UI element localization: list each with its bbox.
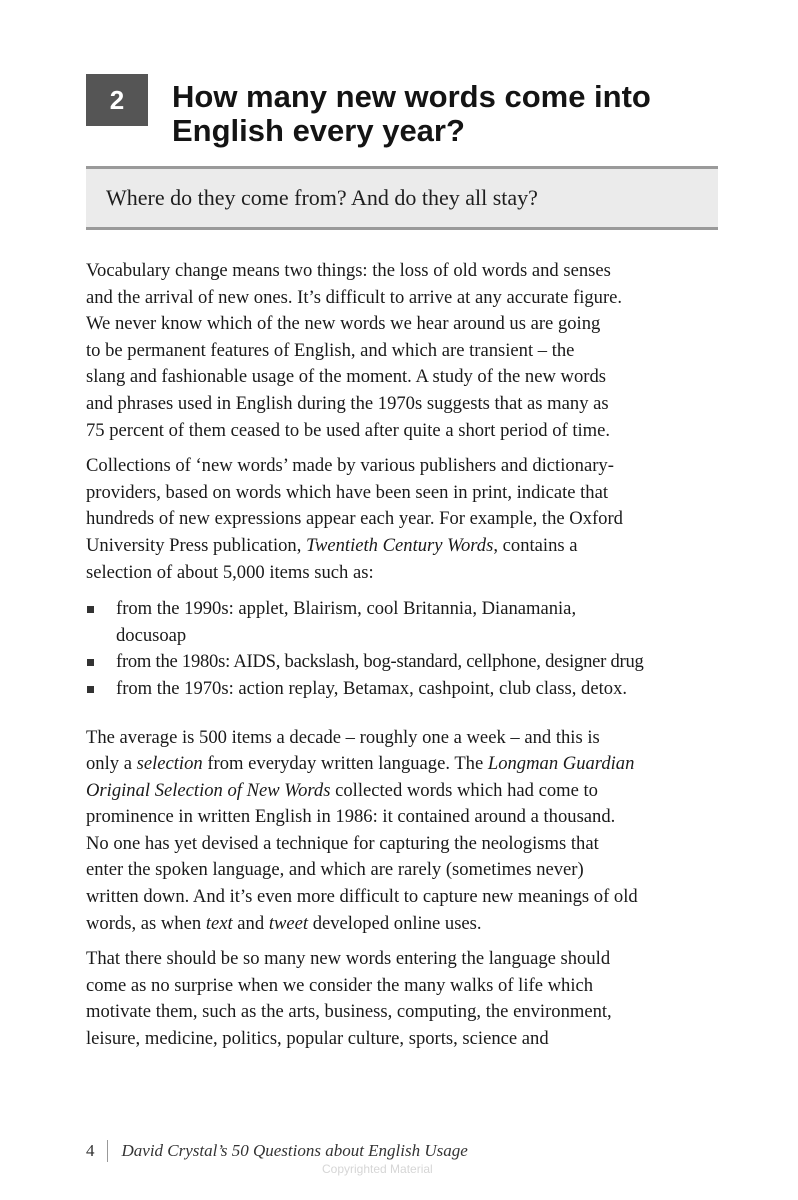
- text-line: leisure, medicine, politics, popular culture, sports, science and: [86, 1028, 549, 1050]
- list-item-text: from the 1990s: applet, Blairism, cool Britannia, Dianamania,: [116, 598, 577, 620]
- running-book-title: David Crystal’s 50 Questions about English Usage: [121, 1141, 468, 1160]
- footer-divider: [107, 1140, 108, 1162]
- chapter-title-line: English every year?: [172, 113, 465, 148]
- text-line: only a: [86, 753, 137, 775]
- text-line: That there should be so many new words entering the language should: [86, 948, 611, 970]
- paragraph: [86, 453, 726, 586]
- text-line: and the arrival of new ones. It’s difficult to arrive at any accurate figure.: [86, 286, 623, 308]
- text-line: University Press publication,: [86, 534, 307, 556]
- list-item-text: from the 1970s: action replay, Betamax, cashpoint, club class, detox.: [116, 677, 628, 699]
- emphasis-italic: tweet: [268, 912, 309, 934]
- emphasis-italic: selection: [136, 753, 203, 775]
- text-line: The average is 500 items a decade – roughly one a week – and this is: [86, 726, 600, 748]
- copyright-watermark: Copyrighted Material: [322, 1162, 433, 1176]
- text-line: Vocabulary change means two things: the loss of old words and senses: [86, 260, 611, 281]
- paragraph: [86, 258, 726, 444]
- text-line: selection of about 5,000 items such as:: [86, 561, 374, 583]
- square-bullet-icon: [87, 686, 94, 693]
- text-line: from everyday written language. The: [202, 753, 488, 775]
- book-title-italic: Longman Guardian: [487, 753, 635, 775]
- book-title-italic: Twentieth Century Words: [306, 534, 494, 556]
- list-item: [86, 649, 726, 676]
- section-spacer: [86, 703, 726, 725]
- paragraph: [86, 946, 726, 1052]
- book-title-italic: Original Selection of New Words: [86, 779, 331, 801]
- list-item: [86, 596, 726, 649]
- text-line: Collections of ‘new words’ made by various publishers and dictionary-: [86, 455, 614, 477]
- text-line: motivate them, such as the arts, business, computing, the environment,: [86, 1001, 612, 1023]
- text-line: 75 percent of them ceased to be used after quite a short period of time.: [86, 419, 611, 441]
- text-line: providers, based on words which have been seen in print, indicate that: [86, 481, 609, 503]
- text-line: We never know which of the new words we hear around us are going: [86, 313, 601, 335]
- paragraph: [86, 725, 726, 938]
- text-line: , contains a: [493, 534, 578, 556]
- text-line: enter the spoken language, and which are rarely (sometimes never): [86, 859, 584, 881]
- examples-list: [86, 596, 726, 702]
- text-line: come as no surprise when we consider the many walks of life which: [86, 974, 594, 996]
- chapter-title: [172, 80, 732, 148]
- list-item: [86, 676, 726, 703]
- chapter-subtitle-box: [86, 166, 718, 230]
- emphasis-italic: text: [205, 912, 233, 934]
- text-line: to be permanent features of English, and which are transient – the: [86, 339, 575, 361]
- text-line: and phrases used in English during the 1970s suggests that as many as: [86, 392, 609, 414]
- text-line: No one has yet devised a technique for capturing the neologisms that: [86, 832, 599, 854]
- text-line: slang and fashionable usage of the moment. A study of the new words: [86, 366, 607, 388]
- list-item-text: docusoap: [116, 624, 187, 646]
- text-line: written down. And it’s even more difficult to capture new meanings of old: [86, 886, 638, 908]
- page-number: 4: [86, 1141, 95, 1160]
- page-footer: [86, 1138, 468, 1164]
- text-line: developed online uses.: [308, 912, 482, 934]
- chapter-header: [86, 74, 726, 164]
- chapter-subtitle: Where do they come from? And do they all stay?: [106, 185, 538, 210]
- body-text: [86, 258, 726, 1053]
- list-item-text: from the 1980s: AIDS, backslash, bog-standard, cellphone, designer drug: [116, 651, 644, 673]
- text-line: prominence in written English in 1986: it contained around a thousand.: [86, 806, 616, 828]
- text-line: collected words which had come to: [330, 779, 598, 801]
- square-bullet-icon: [87, 659, 94, 666]
- square-bullet-icon: [87, 606, 94, 613]
- text-line: hundreds of new expressions appear each year. For example, the Oxford: [86, 508, 623, 530]
- chapter-title-line: How many new words come into: [172, 79, 651, 114]
- text-line: words, as when: [86, 912, 206, 934]
- chapter-number-badge: 2: [86, 74, 148, 126]
- text-line: and: [232, 912, 269, 934]
